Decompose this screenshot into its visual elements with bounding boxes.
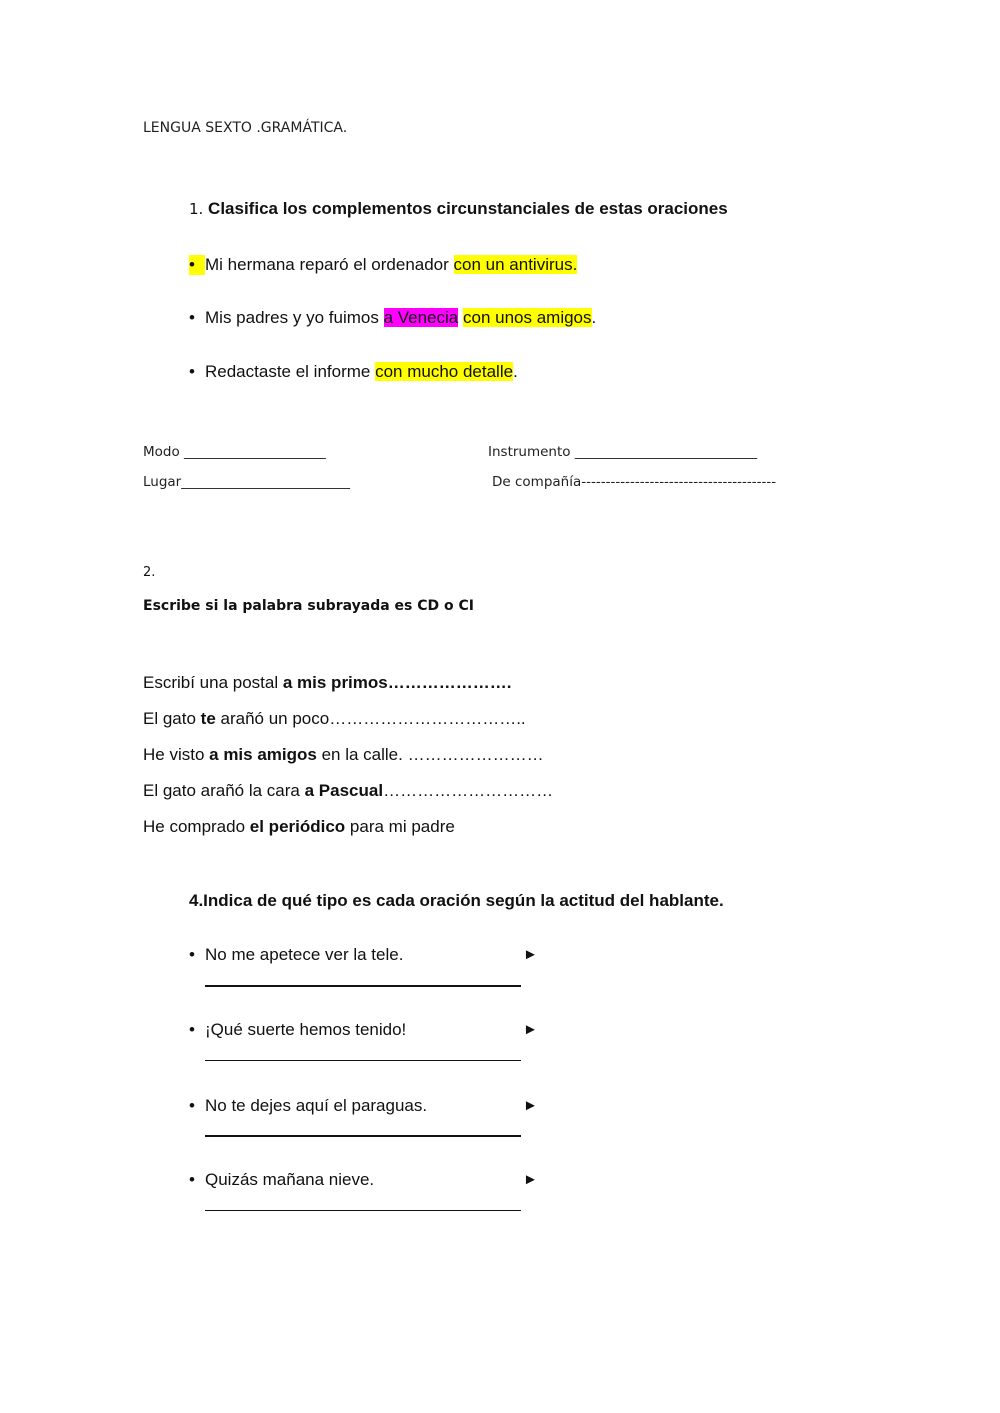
bullet-icon: • <box>189 308 195 327</box>
q2-line-1[interactable] <box>143 673 511 693</box>
bullet-icon: • <box>189 1020 195 1039</box>
answer-field-instrumento[interactable]: Instrumento ___________________________ <box>488 444 758 460</box>
q2-line-4-rest: ………………………… <box>383 781 554 800</box>
q2-line-3-bold: a mis amigos <box>209 745 317 764</box>
q1-sentence-1 <box>189 255 577 275</box>
q4-item-2 <box>189 1020 406 1040</box>
q2-line-1-text: Escribí una postal <box>143 673 283 692</box>
arrow-right-icon: ► <box>523 946 538 963</box>
question-4-heading: 4.Indica de qué tipo es cada oración según la actitud del hablante. <box>189 891 724 910</box>
answer-field-lugar[interactable]: Lugar_________________________ <box>143 474 350 490</box>
question-1-heading <box>189 199 728 219</box>
bullet-icon: • <box>189 255 205 275</box>
q1-sentence-3 <box>189 362 518 382</box>
bullet-icon: • <box>189 1096 195 1115</box>
q2-line-5-bold: el periódico <box>249 817 346 836</box>
q4-item-3-text: No te dejes aquí el paraguas. <box>205 1096 428 1115</box>
bullet-icon: • <box>189 945 195 964</box>
bullet-icon: • <box>189 1170 195 1189</box>
document-title: LENGUA SEXTO .GRAMÁTICA. <box>143 120 348 136</box>
q4-item-4-text: Quizás mañana nieve. <box>205 1170 375 1189</box>
q4-item-3 <box>189 1096 427 1116</box>
q2-line-4[interactable] <box>143 781 553 801</box>
q1-sentence-1-highlight: con un antivirus. <box>453 255 578 274</box>
q1-sentence-3-end: . <box>513 362 518 381</box>
q4-item-4 <box>189 1170 374 1190</box>
q1-sentence-1-text: Mi hermana reparó el ordenador <box>205 255 454 274</box>
answer-field-compania[interactable]: De compañía---------------------------------------- <box>492 474 777 490</box>
q2-line-3-rest: en la calle. …………………… <box>316 745 544 764</box>
arrow-right-icon: ► <box>523 1097 538 1114</box>
q1-sentence-2-text: Mis padres y yo fuimos <box>205 308 384 327</box>
q2-line-5-text: He comprado <box>143 817 250 836</box>
answer-field-modo[interactable]: Modo _____________________ <box>143 444 326 460</box>
q2-line-2-rest: arañó un poco…………………………….. <box>215 709 526 728</box>
q2-line-2[interactable] <box>143 709 526 729</box>
q2-line-3-text: He visto <box>143 745 210 764</box>
q4-answer-line-2[interactable] <box>205 1060 521 1061</box>
q1-sentence-2 <box>189 308 596 328</box>
q2-line-5[interactable] <box>143 817 455 837</box>
bullet-icon: • <box>189 362 195 381</box>
q2-line-4-bold: a Pascual <box>304 781 384 800</box>
q4-item-1-text: No me apetece ver la tele. <box>205 945 404 964</box>
arrow-right-icon: ► <box>523 1021 538 1038</box>
q1-sentence-3-highlight: con mucho detalle <box>375 362 514 381</box>
question-1-number: 1. <box>189 200 204 218</box>
question-2-heading: Escribe si la palabra subrayada es CD o CI <box>143 598 474 614</box>
arrow-right-icon: ► <box>523 1171 538 1188</box>
q4-item-1 <box>189 945 403 965</box>
q4-answer-line-4[interactable] <box>205 1210 521 1211</box>
q4-answer-line-1[interactable] <box>205 985 521 987</box>
q2-line-4-text: El gato arañó la cara <box>143 781 305 800</box>
q1-sentence-3-text: Redactaste el informe <box>205 362 376 381</box>
question-1-text: Clasifica los complementos circunstanciales de estas oraciones <box>208 199 728 218</box>
q2-line-2-bold: te <box>200 709 216 728</box>
q2-line-5-rest: para mi padre <box>345 817 455 836</box>
q4-item-2-text: ¡Qué suerte hemos tenido! <box>205 1020 407 1039</box>
q2-line-1-bold: a mis primos…………………. <box>282 673 512 692</box>
q4-answer-line-3[interactable] <box>205 1135 521 1137</box>
q1-sentence-2-end: . <box>591 308 597 327</box>
q1-sentence-2-highlight-place: a Venecia <box>383 308 459 327</box>
q1-sentence-2-highlight-company: con unos amigos <box>462 308 592 327</box>
q2-line-3[interactable] <box>143 745 544 765</box>
question-2-number: 2. <box>143 565 156 580</box>
q2-line-2-text: El gato <box>143 709 201 728</box>
